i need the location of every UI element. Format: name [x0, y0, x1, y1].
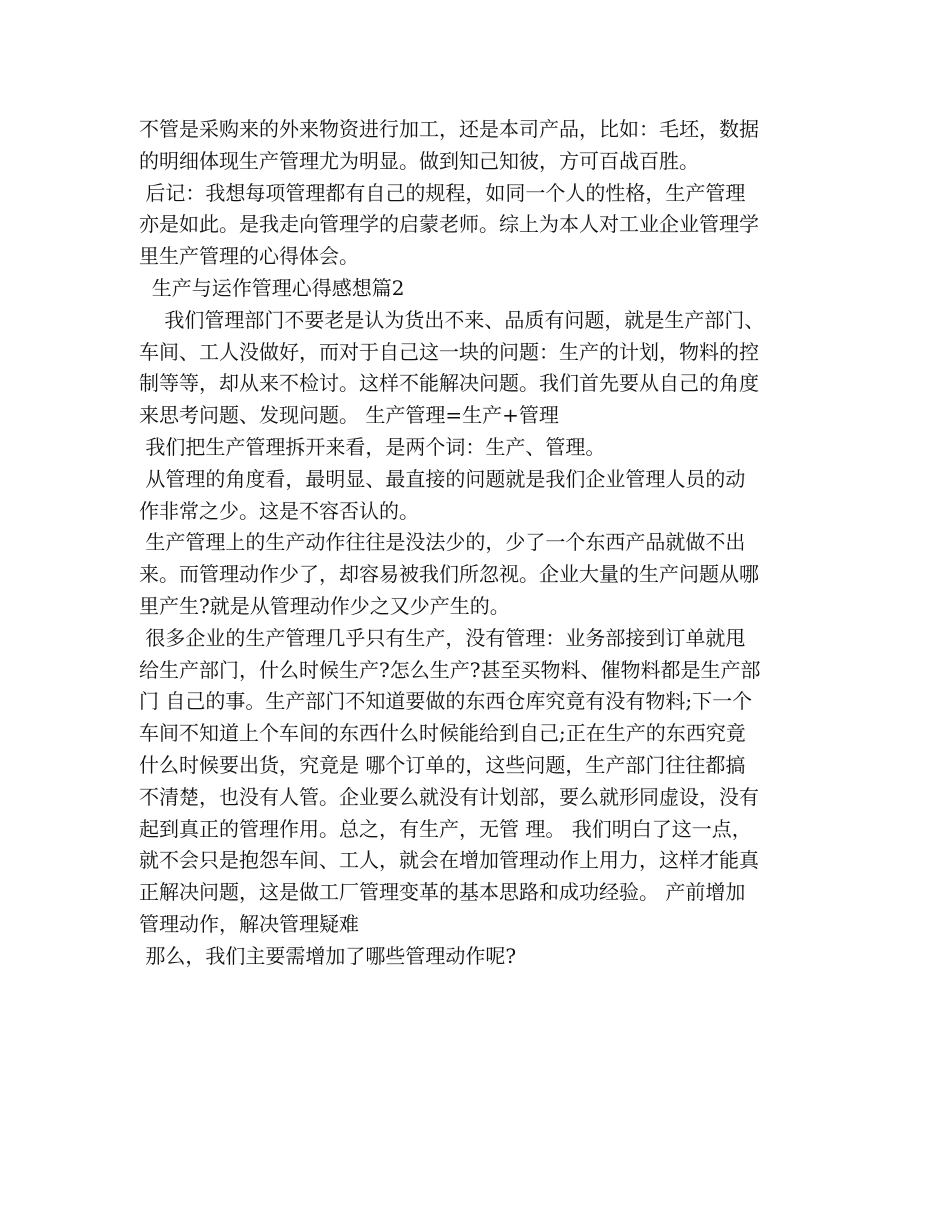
text-line: 亦是如此。是我走向管理学的启蒙老师。综上为本人对工业企业管理学: [139, 212, 759, 237]
text-line: 来思考问题、发现问题。 生产管理=生产+管理: [139, 403, 559, 428]
text-line: 门 自己的事。生产部门不知道要做的东西仓库究竟有没有物料;下一个: [139, 689, 753, 714]
text-line: 那么，我们主要需增加了哪些管理动作呢?: [139, 943, 517, 968]
text-line: 给生产部门，什么时候生产?怎么生产?甚至买物料、催物料都是生产部: [139, 657, 761, 682]
text-line: 我们把生产管理拆开来看，是两个词：生产、管理。: [139, 434, 606, 459]
text-line: 我们管理部门不要老是认为货出不来、品质有问题，就是生产部门、: [139, 307, 765, 332]
text-line: 后记：我想每项管理都有自己的规程，如同一个人的性格，生产管理: [139, 180, 746, 205]
text-line: 从管理的角度看，最明显、最直接的问题就是我们企业管理人员的动: [139, 466, 746, 491]
text-line: 里产生?就是从管理动作少之又少产生的。: [139, 593, 510, 618]
text-line: 制等等，却从来不检讨。这样不能解决问题。我们首先要从自己的角度: [139, 371, 759, 396]
document-body: [139, 114, 829, 973]
text-line: 不清楚，也没有人管。企业要么就没有计划部，要么就形同虚设，没有: [139, 784, 759, 809]
text-line: 什么时候要出货，究竟是 哪个订单的，这些问题，生产部门往往都搞: [139, 752, 746, 777]
text-line: 里生产管理的心得体会。: [139, 244, 359, 269]
text-line: 不管是采购来的外来物资进行加工，还是本司产品，比如：毛坯，数据: [139, 117, 759, 141]
text-line: 很多企业的生产管理几乎只有生产，没有管理：业务部接到订单就甩: [139, 625, 746, 650]
text-line: 就不会只是抱怨车间、工人，就会在增加管理动作上用力，这样才能真: [139, 848, 759, 873]
text-line: 作非常之少。这是不容否认的。: [139, 498, 419, 523]
text-line: 车间不知道上个车间的东西什么时候能给到自己;正在生产的东西究竟: [139, 721, 746, 746]
text-line: 正解决问题，这是做工厂管理变革的基本思路和成功经验。 产前增加: [139, 880, 746, 905]
section-heading: 生产与运作管理心得感想篇2: [139, 275, 405, 300]
text-line: 车间、工人没做好，而对于自己这一块的问题：生产的计划，物料的控: [139, 339, 759, 364]
text-line: 生产管理上的生产动作往往是没法少的，少了一个东西产品就做不出: [139, 530, 746, 555]
text-line: 管理动作，解决管理疑难: [139, 911, 359, 936]
text-line: 起到真正的管理作用。总之，有生产，无管 理。 我们明白了这一点，: [139, 816, 752, 841]
text-line: 的明细体现生产管理尤为明显。做到知己知彼，方可百战百胜。: [139, 148, 699, 173]
text-line: 来。而管理动作少了，却容易被我们所忽视。企业大量的生产问题从哪: [139, 562, 759, 587]
